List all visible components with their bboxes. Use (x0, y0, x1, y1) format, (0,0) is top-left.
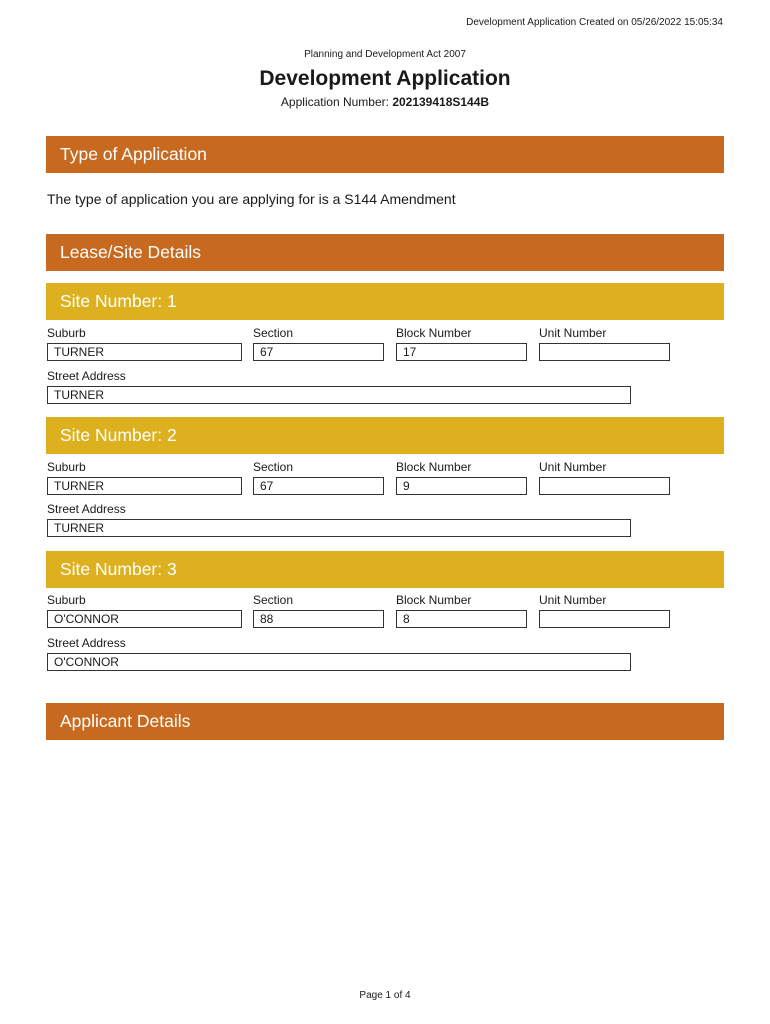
site-1-street-field[interactable]: TURNER (47, 386, 631, 404)
site-3-street-field[interactable]: O'CONNOR (47, 653, 631, 671)
site-3-suburb-field[interactable]: O'CONNOR (47, 610, 242, 628)
site-2-unit-field[interactable] (539, 477, 670, 495)
application-type-text: The type of application you are applying for is a S144 Amendment (47, 191, 456, 207)
site-3-block-field[interactable]: 8 (396, 610, 527, 628)
type-of-application-header: Type of Application (46, 136, 724, 173)
site-1-block-field[interactable]: 17 (396, 343, 527, 361)
site-2-street-field[interactable]: TURNER (47, 519, 631, 537)
site-3-street-label: Street Address (47, 636, 126, 650)
site-2-suburb-field[interactable]: TURNER (47, 477, 242, 495)
site-2-unit-label: Unit Number (539, 460, 607, 474)
site-1-block-label: Block Number (396, 326, 472, 340)
site-1-section-field[interactable]: 67 (253, 343, 384, 361)
created-timestamp: Development Application Created on 05/26/2022 15:05:34 (466, 17, 723, 28)
lease-site-details-header: Lease/Site Details (46, 234, 724, 271)
site-2-section-label: Section (253, 460, 294, 474)
site-1-street-label: Street Address (47, 369, 126, 383)
site-2-header: Site Number: 2 (46, 417, 724, 454)
site-1-section-label: Section (253, 326, 294, 340)
site-3-block-label: Block Number (396, 593, 472, 607)
site-3-unit-label: Unit Number (539, 593, 607, 607)
site-3-section-label: Section (253, 593, 294, 607)
site-1-unit-label: Unit Number (539, 326, 607, 340)
site-3-section-field[interactable]: 88 (253, 610, 384, 628)
page-title: Development Application (259, 67, 511, 90)
site-2-suburb-label: Suburb (47, 460, 86, 474)
site-3-suburb-label: Suburb (47, 593, 86, 607)
application-number-label: Application Number: (280, 95, 393, 109)
site-2-section-field[interactable]: 67 (253, 477, 384, 495)
site-2-block-field[interactable]: 9 (396, 477, 527, 495)
site-2-block-label: Block Number (396, 460, 472, 474)
applicant-details-header: Applicant Details (46, 703, 724, 740)
application-number-value: 202139418S144B (392, 95, 490, 109)
site-1-header: Site Number: 1 (46, 283, 724, 320)
site-1-suburb-field[interactable]: TURNER (47, 343, 242, 361)
page-number: Page 1 of 4 (359, 990, 411, 1001)
site-1-suburb-label: Suburb (47, 326, 86, 340)
site-3-unit-field[interactable] (539, 610, 670, 628)
act-reference: Planning and Development Act 2007 (304, 49, 466, 60)
application-number (0, 95, 770, 109)
site-1-unit-field[interactable] (539, 343, 670, 361)
site-2-street-label: Street Address (47, 502, 126, 516)
site-3-header: Site Number: 3 (46, 551, 724, 588)
